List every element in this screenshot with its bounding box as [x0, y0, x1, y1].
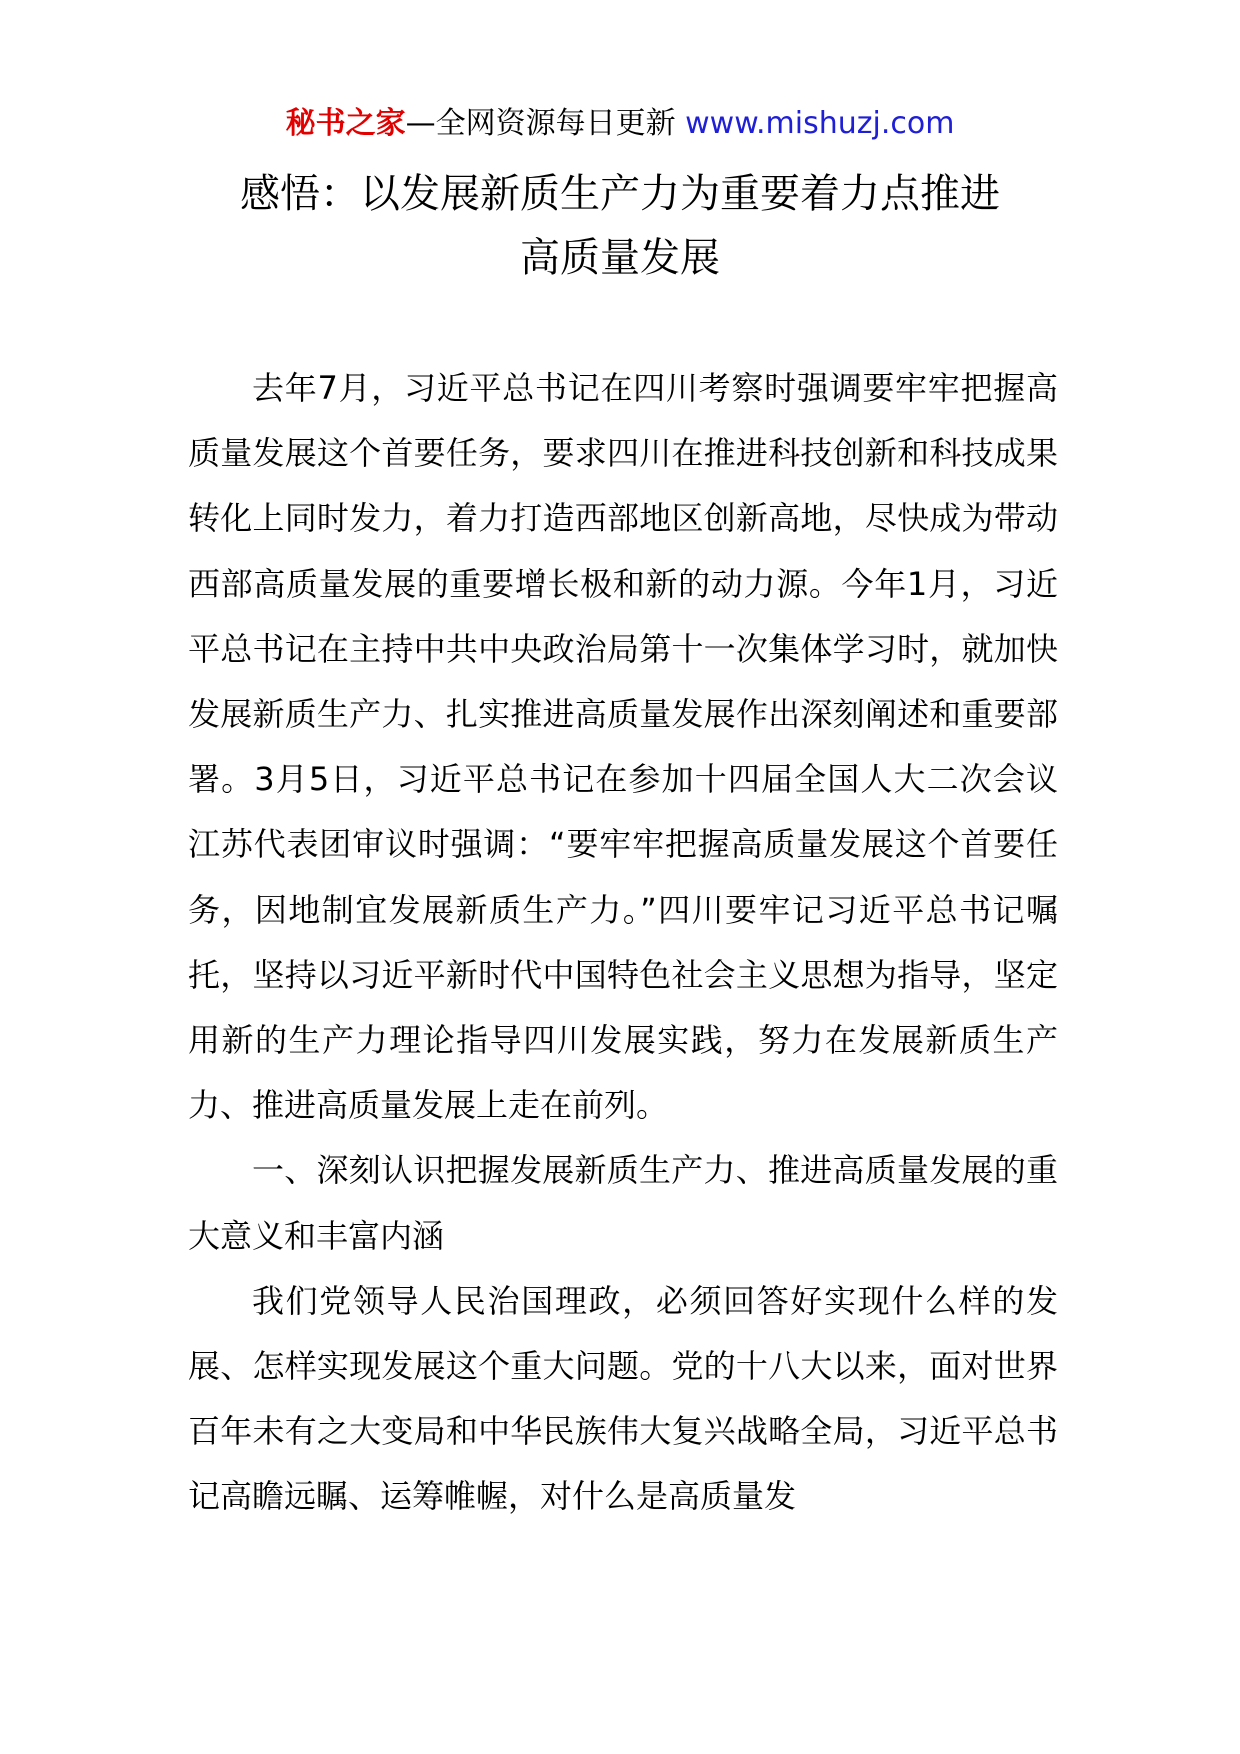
document-title	[0, 162, 1240, 290]
document-body	[188, 356, 1058, 1530]
site-header	[0, 100, 1240, 148]
brand-name: 秘书之家	[285, 106, 406, 141]
section-heading: 一、深刻认识把握发展新质生产力、推进高质量发展的重大意义和丰富内涵	[188, 1151, 1058, 1255]
header-tagline: —全网资源每日更新	[405, 106, 676, 141]
title-line-2: 高质量发展	[520, 235, 720, 281]
title-line-1: 感悟：以发展新质生产力为重要着力点推进	[240, 171, 1000, 217]
body-paragraph: 我们党领导人民治国理政，必须回答好实现什么样的发展、怎样实现发展这个重大问题。党的十八大以来，面对世界百年未有之大变局和中华民族伟大复兴战略全局，习近平总书记高瞻远瞩、运筹帷幄，对什么是高质量发	[188, 1281, 1058, 1516]
site-url-link[interactable]: www.mishuzj.com	[685, 106, 955, 141]
body-paragraph: 去年7月，习近平总书记在四川考察时强调要牢牢把握高质量发展这个首要任务，要求四川在推进科技创新和科技成果转化上同时发力，着力打造西部地区创新高地，尽快成为带动西部高质量发展的重要增长极和新的动力源。今年1月，习近平总书记在主持中共中央政治局第十一次集体学习时，就加快发展新质生产力、扎实推进高质量发展作出深刻阐述和重要部署。3月5日，习近平总书记在参加十四届全国人大二次会议江苏代表团审议时强调：“要牢牢把握高质量发展这个首要任务，因地制宜发展新质生产力。”四川要牢记习近平总书记嘱托，坚持以习近平新时代中国特色社会主义思想为指导，坚定用新的生产力理论指导四川发展实践，努力在发展新质生产力、推进高质量发展上走在前列。	[188, 369, 1058, 1125]
